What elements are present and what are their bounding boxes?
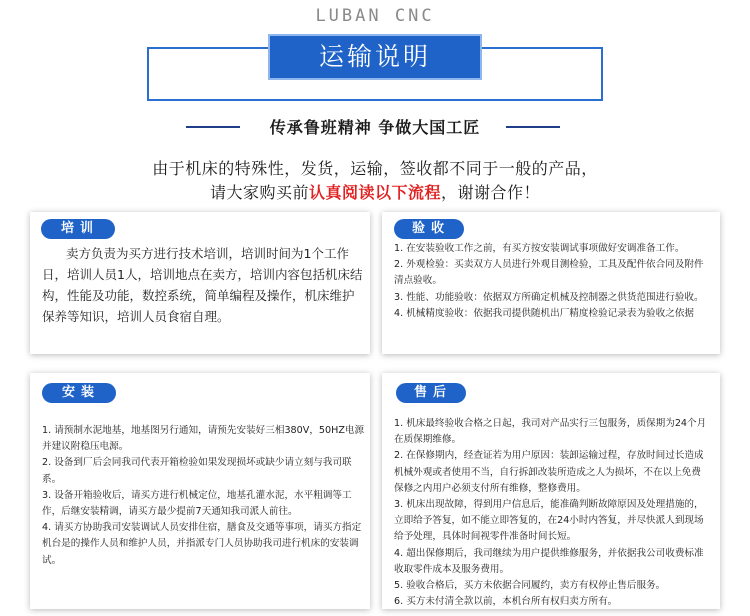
after-sales-card	[382, 373, 720, 609]
training-body	[42, 243, 364, 327]
installation-tag: 安装	[42, 383, 116, 403]
after-sales-item-1: 1. 机床最终验收合格之日起，我司对产品实行三包服务，质保期为24个月在质保期维修。	[394, 418, 707, 446]
intro-line-2	[0, 180, 750, 203]
installation-item-2: 2. 设备到厂后会同我司代表开箱检验如果发现损坏或缺少请立刻与我司联系。	[42, 457, 352, 485]
brand-text: LUBAN CNC	[315, 6, 435, 26]
installation-item-4: 4. 请买方协助我司安装调试人员安排住宿，膳食及交通等事项，请买方指定机台是的操作人员和维护人员，并指派专门人员协助我司进行机床的安装调试。	[42, 522, 362, 566]
after-sales-item-2: 2. 在保修期内，经查证若为用户原因：装卸运输过程，存放时间过长造成机械外观或者使用不当，自行拆卸改装所造成之人为损坏，不在以上免费保修之内用户必须支付所有维修，整修费用。	[394, 450, 704, 494]
acceptance-item-2: 2. 外观检验：买卖双方人员进行外观目测检验，工具及配件依合同及附件清点验收。	[394, 259, 704, 287]
after-sales-item-6: 6. 买方未付清全款以前，本机台所有权归卖方所有。	[394, 596, 618, 608]
acceptance-item-4: 4. 机械精度验收：依据我司提供随机出厂精度检验记录表为验收之依据	[394, 307, 695, 319]
installation-item-3: 3. 设备开箱验收后，请买方进行机械定位，地基孔灌水泥，水平粗调等工作，后继安装精调，请买方最少提前7天通知我司派人前往。	[42, 489, 352, 518]
acceptance-card	[382, 212, 720, 354]
acceptance-tag: 验收	[394, 219, 464, 239]
acceptance-item-1: 1. 在安装验收工作之前，有买方按安装调试事项做好安调准备工作。	[394, 243, 685, 254]
after-sales-item-3: 3. 机床出现故障，得到用户信息后，能准确判断故障原因及处理措施的，立即给予答复，如不能立即答复的，在24小时内答复，并尽快派人到现场给予处理，具体时间视零件准备时间长短。	[394, 499, 704, 543]
training-tag: 培训	[41, 219, 115, 239]
intro-prefix: 请大家购买前	[209, 183, 309, 202]
intro-suffix: ，谢谢合作！	[441, 183, 541, 202]
installation-item-1: 1. 请预制水泥地基，地基图另行通知，请预先安装好三相380V，50HZ电源并建议附稳压电源。	[42, 425, 365, 453]
slogan: 传承鲁班精神 争做大国工匠	[269, 118, 481, 137]
acceptance-body	[394, 241, 710, 322]
after-sales-item-4: 4. 超出保修期后，我司继续为用户提供维修服务，并依据我公司收费标准收取零件成本及服务费用。	[394, 547, 704, 575]
training-card	[30, 212, 370, 354]
after-sales-item-5: 5. 验收合格后，买方未依据合同履约，卖方有权停止售后服务。	[394, 580, 666, 592]
after-sales-body	[394, 416, 710, 610]
training-paragraph: 卖方负责为买方进行技术培训，培训时间为1个工作日，培训人员1人，培训地点在卖方，培训内容包括机床结构，性能及功能，数控系统，简单编程及操作，机床维护保养等知识，培训人员食宿自理。	[42, 246, 363, 324]
intro-highlight: 认真阅读以下流程	[308, 183, 441, 202]
installation-card	[30, 373, 370, 609]
intro-line-1: 由于机床的特殊性，发货，运输，签收都不同于一般的产品，	[152, 159, 598, 178]
after-sales-tag: 售后	[396, 383, 466, 403]
page-title: 运输说明	[268, 34, 482, 80]
installation-body	[42, 423, 366, 569]
acceptance-item-3: 3. 性能、功能验收：依据双方所确定机械及控制器之供货范围进行验收。	[394, 291, 704, 303]
